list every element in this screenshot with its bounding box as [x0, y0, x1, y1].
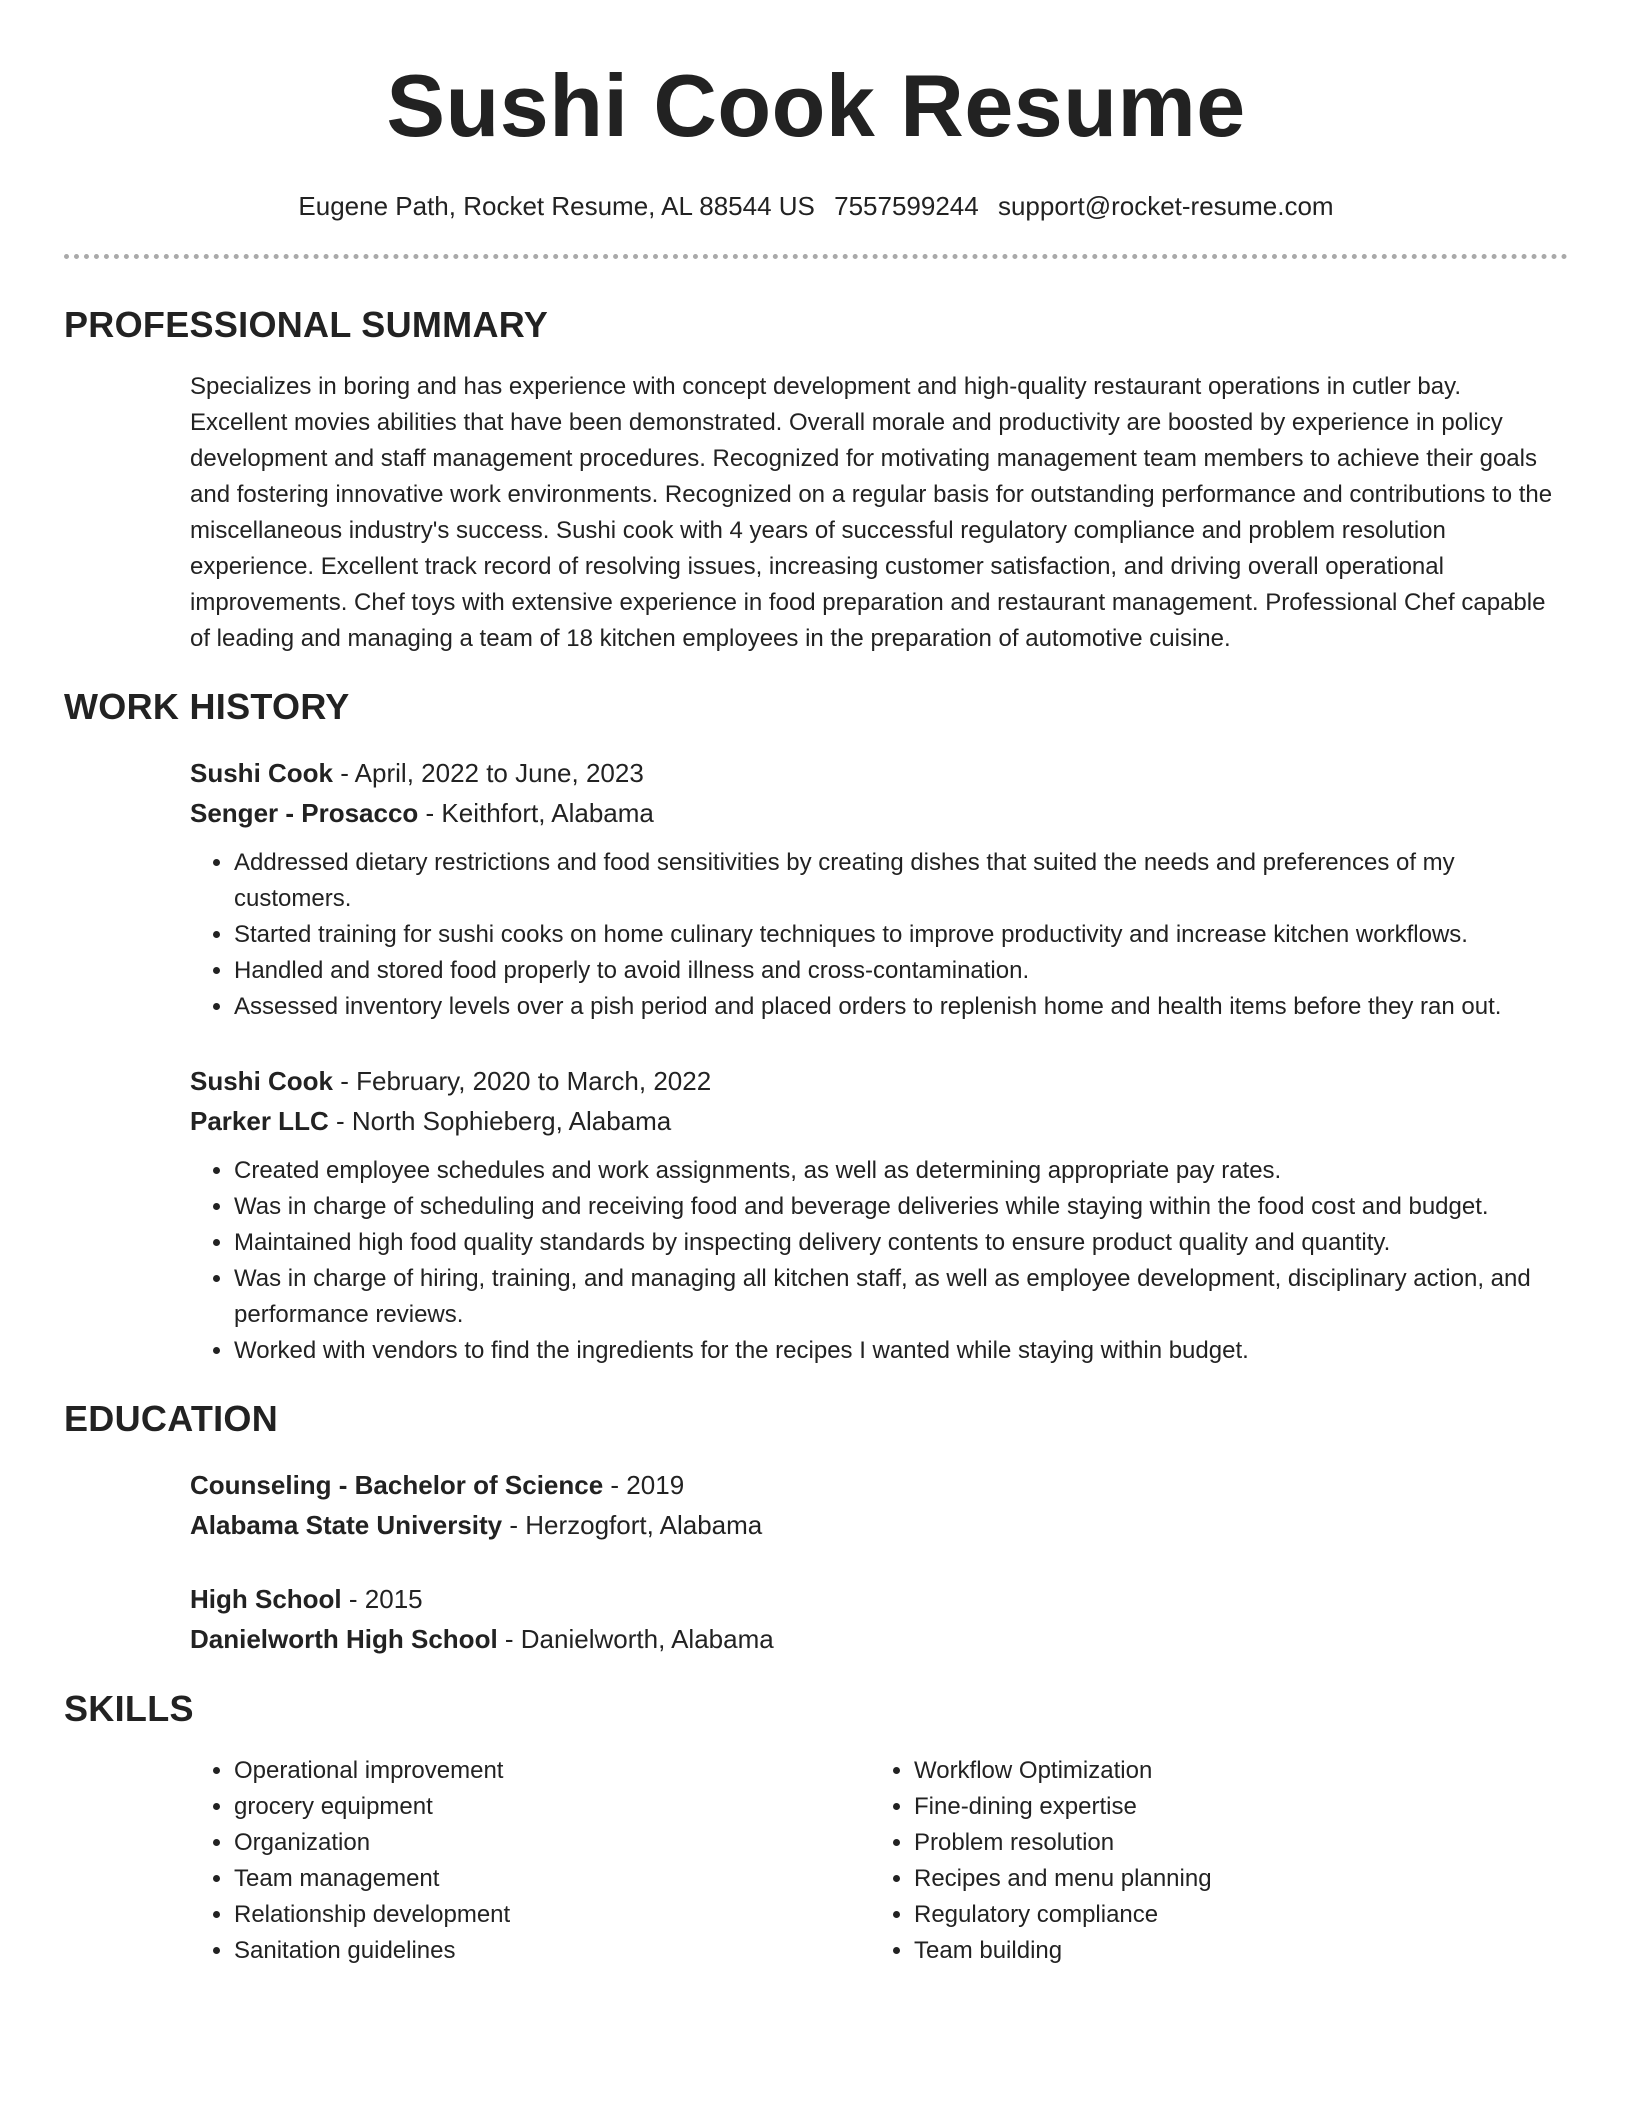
summary-heading: PROFESSIONAL SUMMARY	[64, 304, 549, 345]
degree: Counseling - Bachelor of Science	[190, 1470, 604, 1500]
skill-item: • Relationship development	[234, 1897, 870, 1933]
job-dates: - February, 2020 to March, 2022	[333, 1066, 712, 1096]
degree-year: - 2015	[341, 1584, 423, 1614]
job-entry	[190, 1061, 1568, 1369]
education-entry	[190, 1579, 1568, 1659]
school-location: - Herzogfort, Alabama	[502, 1510, 763, 1540]
skill-item: • Problem resolution	[914, 1825, 1550, 1861]
skill-item: • Organization	[234, 1825, 870, 1861]
job-role: Sushi Cook	[190, 758, 334, 788]
list-item: • Worked with vendors to find the ingredients for the recipes I wanted while staying within budget.	[234, 1333, 1568, 1369]
contact-address: Eugene Path, Rocket Resume, AL 88544 US	[298, 191, 815, 221]
skills-column-left	[190, 1753, 870, 1969]
skill-item: • Sanitation guidelines	[234, 1933, 870, 1969]
list-item: • Was in charge of hiring, training, and managing all kitchen staff, as well as employee development, disciplinary action, and performance reviews.	[234, 1261, 1568, 1333]
job-title-line	[190, 753, 1568, 793]
list-item: • Started training for sushi cooks on home culinary techniques to improve productivity and increase kitchen workflows.	[234, 917, 1568, 953]
skills-section	[64, 1687, 1568, 1969]
skill-item: • Fine-dining expertise	[914, 1789, 1550, 1825]
school-line	[190, 1505, 1568, 1545]
list-item: • Created employee schedules and work assignments, as well as determining appropriate pay rates.	[234, 1153, 1568, 1189]
header-divider	[64, 254, 1568, 259]
degree-line	[190, 1465, 1568, 1505]
skills-grid	[190, 1753, 1568, 1969]
school-line	[190, 1619, 1568, 1659]
work-history-heading: WORK HISTORY	[64, 686, 350, 727]
summary-text: Specializes in boring and has experience with concept development and high-quality restaurant operations in cutler bay. Excellent movies abilities that have been demonstrated. Overall morale and productivity are boosted by experience in policy development and staff management procedures. Recognized for motivating management team members to achieve their goals and fostering innovative work environments. Recognized on a regular basis for outstanding performance and contributions to the miscellaneous industry's success. Sushi cook with 4 years of successful regulatory compliance and problem resolution experience. Excellent track record of resolving issues, increasing customer satisfaction, and driving overall operational improvements. Chef toys with extensive experience in food preparation and restaurant management. Professional Chef capable of leading and managing a team of 18 kitchen employees in the preparation of automotive cuisine.	[190, 373, 1553, 652]
skills-heading: SKILLS	[64, 1688, 194, 1729]
degree-year: - 2019	[603, 1470, 685, 1500]
contact-phone: 7557599244	[834, 191, 979, 221]
skill-item: • Team management	[234, 1861, 870, 1897]
skill-item: • Regulatory compliance	[914, 1897, 1550, 1933]
job-title-line	[190, 1061, 1568, 1101]
job-location: - North Sophieberg, Alabama	[328, 1106, 672, 1136]
job-company-line	[190, 793, 1568, 833]
job-dates: - April, 2022 to June, 2023	[333, 758, 644, 788]
skill-item: • Team building	[914, 1933, 1550, 1969]
degree-line	[190, 1579, 1568, 1619]
job-entry	[190, 753, 1568, 1025]
job-bullets	[190, 1153, 1568, 1369]
degree: High School	[190, 1584, 342, 1614]
skill-item: • Recipes and menu planning	[914, 1861, 1550, 1897]
work-history-section	[64, 685, 1568, 1369]
list-item: • Was in charge of scheduling and receiving food and beverage deliveries while staying within the food cost and budget.	[234, 1189, 1568, 1225]
job-company-line	[190, 1101, 1568, 1141]
education-entry	[190, 1465, 1568, 1545]
list-item: • Addressed dietary restrictions and food sensitivities by creating dishes that suited the needs and preferences of my customers.	[234, 845, 1568, 917]
list-item: • Maintained high food quality standards by inspecting delivery contents to ensure product quality and quantity.	[234, 1225, 1568, 1261]
job-company: Parker LLC	[190, 1106, 329, 1136]
list-item: • Handled and stored food properly to avoid illness and cross-contamination.	[234, 953, 1568, 989]
summary-section	[64, 303, 1568, 657]
list-item: • Assessed inventory levels over a pish period and placed orders to replenish home and health items before they ran out.	[234, 989, 1568, 1025]
education-heading: EDUCATION	[64, 1398, 279, 1439]
skill-item: • Operational improvement	[234, 1753, 870, 1789]
school: Alabama State University	[190, 1510, 503, 1540]
job-location: - Keithfort, Alabama	[418, 798, 654, 828]
school-location: - Danielworth, Alabama	[497, 1624, 774, 1654]
contact-email: support@rocket-resume.com	[997, 191, 1334, 221]
skills-column-right	[870, 1753, 1550, 1969]
school: Danielworth High School	[190, 1624, 498, 1654]
skill-item: • Workflow Optimization	[914, 1753, 1550, 1789]
resume-title: Sushi Cook Resume	[386, 56, 1246, 155]
job-role: Sushi Cook	[190, 1066, 334, 1096]
contact-line	[64, 190, 1568, 222]
education-section	[64, 1397, 1568, 1659]
job-company: Senger - Prosacco	[190, 798, 419, 828]
job-bullets	[190, 845, 1568, 1025]
skill-item: • grocery equipment	[234, 1789, 870, 1825]
